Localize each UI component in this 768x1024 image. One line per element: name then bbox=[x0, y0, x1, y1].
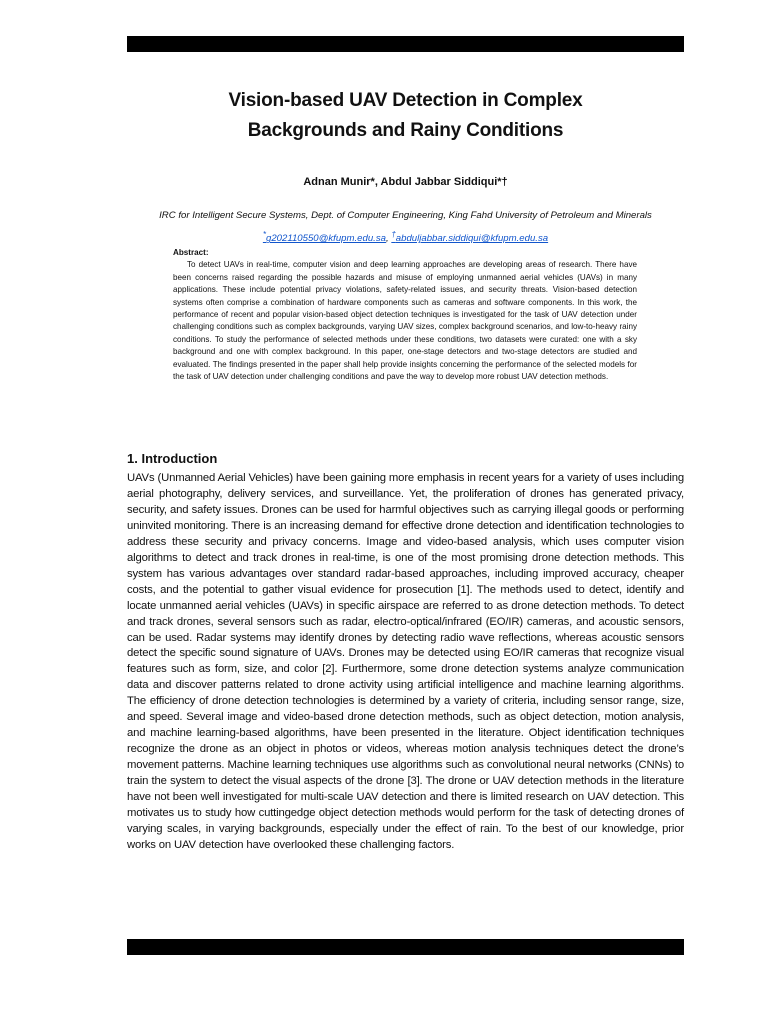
footer-bar bbox=[127, 939, 684, 955]
email-2-text: abduljabbar.siddiqui@kfupm.edu.sa bbox=[395, 233, 549, 245]
affiliation: IRC for Intelligent Secure Systems, Dept. of Computer Engineering, King Fahd University of Petroleum and Minerals bbox=[159, 210, 652, 221]
email-1-text: g202110550@kfupm.edu.sa bbox=[266, 233, 386, 245]
paper-title bbox=[127, 86, 684, 146]
section-heading-introduction: 1. Introduction bbox=[127, 451, 218, 466]
abstract bbox=[173, 247, 637, 383]
abstract-text: To detect UAVs in real-time, computer vision and deep learning approaches are developing areas of research. There have been concerns raised regarding the possible hazards and misuse of employing unmanned aerial vehicles (UAVs) in many applications. These include potential privacy violations, safety-related issues, and security threats. Vision-based detection systems often comprise a combination of hardware components such as cameras and software components. In this work, the performance of recent and popular vision-based object detection techniques is investigated for the task of UAV detection under challenging conditions such as complex backgrounds, varying UAV sizes, complex background scenarios, and low-to-heavy rainy conditions. To study the performance of selected methods under these conditions, two datasets were curated: one with a sky background and one with complex background. In this paper, one-stage detectors and two-stage detectors are studied and evaluated. The findings presented in the paper shall help provide insights concerning the performance of the selected models for the task of UAV detection under challenging conditions and pave the way to develop more robust UAV detection methods. bbox=[173, 260, 637, 382]
email-link-1[interactable] bbox=[262, 230, 386, 245]
email-separator: , bbox=[385, 233, 392, 245]
header-bar bbox=[127, 36, 684, 52]
author-emails bbox=[127, 230, 684, 244]
email-2-marker: † bbox=[391, 230, 396, 239]
email-link-2[interactable] bbox=[391, 230, 549, 245]
author-list: Adnan Munir*, Abdul Jabbar Siddiqui*† bbox=[303, 176, 508, 188]
abstract-label: Abstract: bbox=[173, 248, 209, 257]
introduction-paragraph: UAVs (Unmanned Aerial Vehicles) have been gaining more emphasis in recent years for a variety of uses including aerial photography, delivery services, and surveillance. Yet, the proliferation of drones has generated privacy, security, and safety issues. Drones can be used for harmful objectives such as carrying illegal goods or performing uninvited monitoring. There is an increasing demand for effective drone detection and identification technologies to address these security and privacy concerns. Image and video-based analysis, which uses computer vision algorithms to detect and track drones in real-time, is one of the most promising drone detection methods. This system has various advantages over standard radar-based approaches, including improved accuracy, cheaper costs, and the potential to gather visual evidence for prosecution [1]. The methods used to detect, identify and locate unmanned aerial vehicles (UAVs) in specific airspace are referred to as drone detection methods. To detect and track drones, several sensors such as radar, electro-optical/infrared (EO/IR) cameras, and acoustic sensors, can be used. Radar systems may identify drones by detecting radio wave reflections, whereas acoustic sensors detect the specific sound signature of UAVs. Drones may be detected using EO/IR cameras that recognize visual features such as form, size, and color [2]. Furthermore, some drone detection systems analyze communication data and discover patterns related to drone activity using artificial intelligence and machine learning algorithms. The efficiency of drone detection technologies is determined by a variety of criteria, including sensor range, size, and speed. Several image and video-based drone detection methods, such as object detection, motion analysis, and machine learning-based algorithms, have been presented in the literature. Object identification techniques recognize the drone as an object in photos or videos, whereas motion analysis techniques detect the drone’s movement patterns. Machine learning techniques use algorithms such as convolutional neural networks (CNNs) to train the system to detect the visual aspects of the drone [3]. The drone or UAV detection methods in the literature have not been well investigated for multi-scale UAV detection and there is limited research on UAV detection. This motivates us to study how cuttingedge object detection methods would perform for the task of detecting drones of varying scales, in varying backgrounds, especially under the effect of rain. To the best of our knowledge, prior works on UAV detection have overlooked these challenging factors. bbox=[127, 472, 684, 851]
title-line-2: Backgrounds and Rainy Conditions bbox=[247, 120, 564, 141]
title-line-1: Vision-based UAV Detection in Complex bbox=[228, 90, 583, 111]
email-1-marker: * bbox=[262, 230, 266, 239]
